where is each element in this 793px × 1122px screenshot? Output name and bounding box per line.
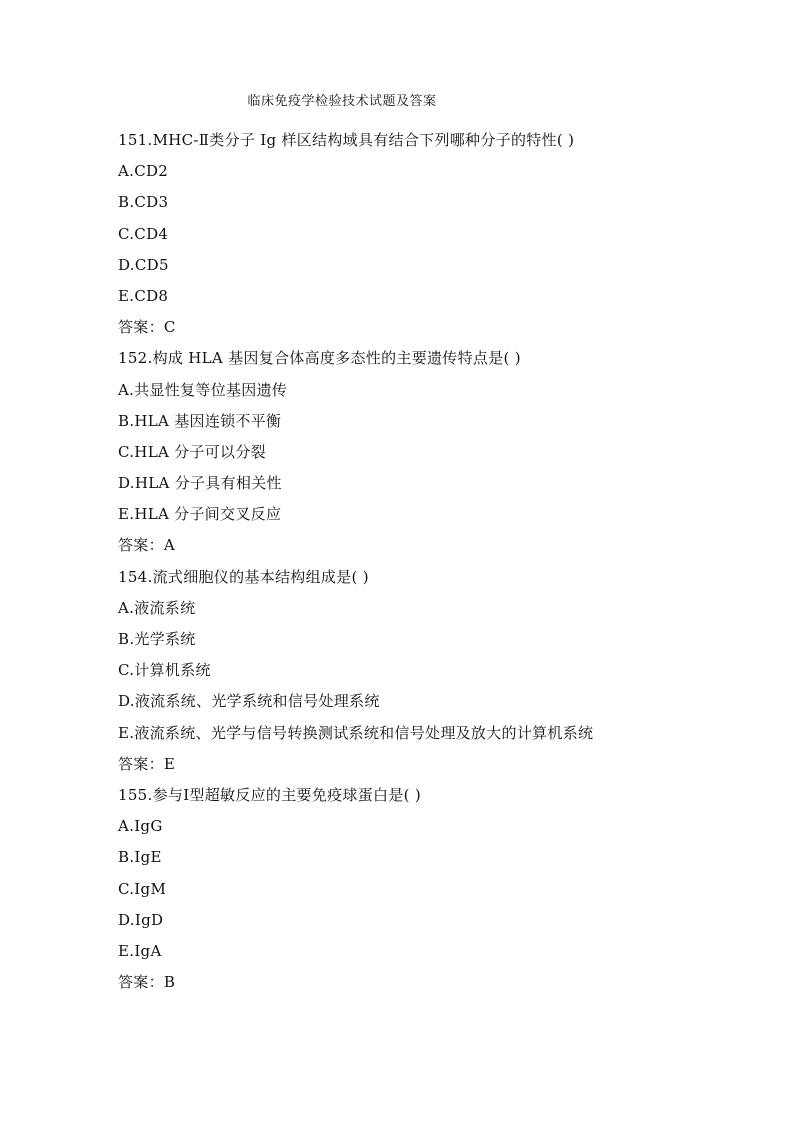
answer-line: 答案：E: [118, 754, 176, 773]
option-e: E.HLA 分子间交叉反应: [118, 505, 282, 524]
question-block: [118, 782, 758, 1000]
question-stem: 155.参与Ⅰ型超敏反应的主要免疫球蛋白是( ): [118, 785, 421, 804]
option-d: D.HLA 分子具有相关性: [118, 474, 282, 493]
document-title: 临床免疫学检验技术试题及答案: [247, 94, 437, 109]
option-e: E.液流系统、光学与信号转换测试系统和信号处理及放大的计算机系统: [118, 723, 594, 742]
question-stem: 152.构成 HLA 基因复合体高度多态性的主要遗传特点是( ): [118, 349, 521, 368]
option-a: A.CD2: [118, 162, 169, 181]
option-b: B.CD3: [118, 193, 169, 212]
option-c: C.计算机系统: [118, 661, 211, 680]
question-list: [118, 127, 758, 1000]
option-a: A.IgG: [118, 817, 163, 836]
option-c: C.CD4: [118, 224, 169, 243]
option-b: B.IgE: [118, 848, 162, 867]
question-stem: 151.MHC-Ⅱ类分子 Ig 样区结构域具有结合下列哪种分子的特性( ): [118, 131, 575, 149]
option-c: C.IgM: [118, 879, 167, 898]
option-d: D.IgD: [118, 910, 164, 929]
question-block: [118, 127, 758, 345]
question-stem: 154.流式细胞仪的基本结构组成是( ): [118, 567, 369, 586]
option-b: B.光学系统: [118, 630, 196, 648]
answer-line: 答案：C: [118, 318, 176, 337]
option-b: B.HLA 基因连锁不平衡: [118, 411, 282, 430]
question-block: [118, 345, 758, 563]
option-e: E.IgA: [118, 941, 162, 960]
question-block: [118, 564, 758, 782]
option-e: E.CD8: [118, 286, 169, 305]
option-d: D.CD5: [118, 255, 169, 274]
option-a: A.液流系统: [118, 598, 196, 617]
option-a: A.共显性复等位基因遗传: [118, 380, 288, 399]
answer-line: 答案：B: [118, 973, 176, 992]
option-d: D.液流系统、光学系统和信号处理系统: [118, 692, 380, 711]
option-c: C.HLA 分子可以分裂: [118, 442, 266, 461]
answer-line: 答案：A: [118, 536, 176, 555]
